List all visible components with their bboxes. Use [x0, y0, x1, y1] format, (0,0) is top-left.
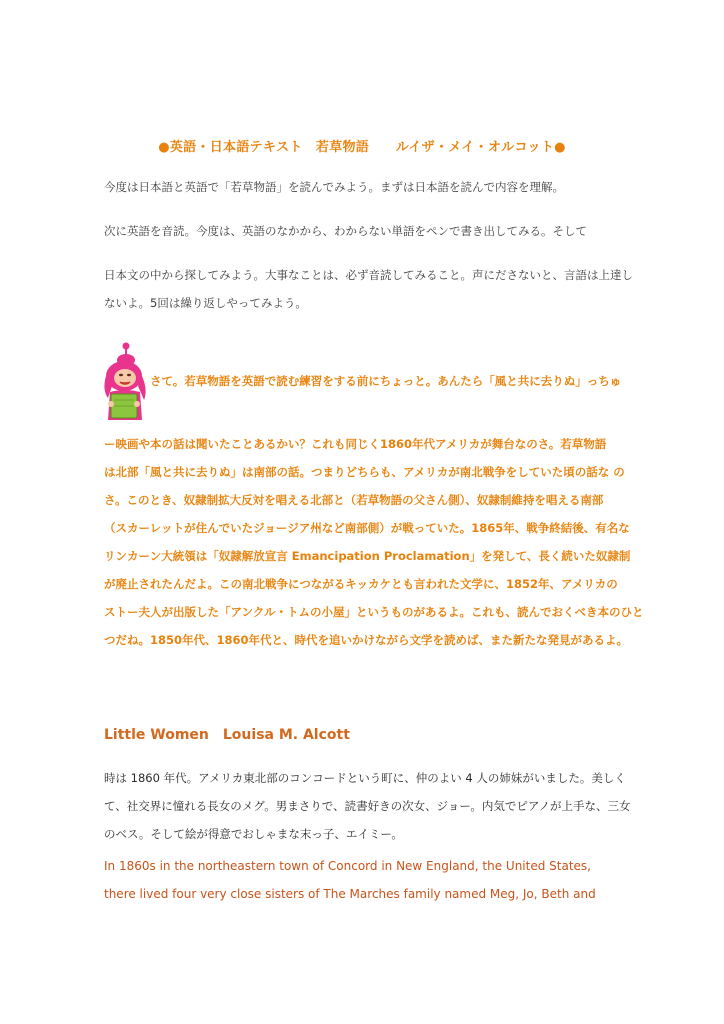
commentary-block — [104, 430, 644, 654]
commentary-line: つだね。1850年代、1860年代と、時代を追いかけながら文学を読めば、また新たな発見があるよ。 — [104, 633, 629, 647]
story-en-line: In 1860s in the northeastern town of Concord in New England, the United States, — [104, 859, 591, 873]
commentary-line: （スカーレットが住んでいたジョージア州など南部側）が戦っていた。1865年、戦争終結後、有名な — [104, 521, 630, 535]
intro-line-2: 次に英語を音読。今度は、英語のなかから、わからない単語をペンで書き出してみる。そして — [104, 224, 587, 238]
intro-line-3: 日本文の中から探してみよう。大事なことは、必ず音読してみること。声にださないと、言語は上達し — [104, 268, 633, 282]
story-en-line: there lived four very close sisters of The Marches family named Meg, Jo, Beth and — [104, 887, 596, 901]
intro-line-1: 今度は日本語と英語で「若草物語」を読んでみよう。まずは日本語を読んで内容を理解。 — [104, 180, 564, 194]
story-jp-line: 時は 1860 年代。アメリカ東北部のコンコードという町に、仲のよい 4 人の姉妹がいました。美しく — [104, 771, 626, 785]
commentary-line: ストー夫人が出版した「アンクル・トムの小屋」というものがあるよ。これも、読んでおくべき本のひと — [104, 605, 644, 619]
story-jp-line: のベス。そして絵が得意でおしゃまな末っ子、エイミー。 — [104, 827, 403, 841]
story-jp-line: て、社交界に憧れる長女のメグ。男まさりで、読書好きの次女、ジョー。内気でピアノが上手な、三女 — [104, 799, 631, 813]
page-title: ●英語・日本語テキスト 若草物語 ルイザ・メイ・オルコット● — [158, 140, 566, 155]
story-japanese — [104, 764, 631, 848]
character-holding-book-icon — [100, 340, 150, 422]
commentary-first-line: さて。若草物語を英語で読む練習をする前にちょっと。あんたら「風と共に去りぬ」っちゅ — [150, 374, 622, 388]
commentary-line: リンカーン大統領は「奴隷解放宣言 Emancipation Proclamation」を発して、長く続いた奴隷制 — [104, 549, 631, 563]
commentary-line: さ。このとき、奴隷制拡大反対を唱える北部と（若草物語の父さん側）、奴隷制維持を唱える南部 — [104, 493, 604, 507]
commentary-line: が廃止されたんだよ。この南北戦争につながるキッカケとも言われた文学に、1852年、アメリカの — [104, 577, 618, 591]
intro-line-4: ないよ。5回は繰り返しやってみよう。 — [104, 296, 307, 310]
commentary-line: ー映画や本の話は聞いたことあるかい？これも同じく1860年代アメリカが舞台なのさ。若草物語 — [104, 437, 607, 451]
story-english — [104, 852, 624, 908]
story-title: Little Women Louisa M. Alcott — [104, 727, 350, 743]
commentary-line: は北部「風と共に去りぬ」は南部の話。つまりどちらも、アメリカが南北戦争をしていた頃の話な の — [104, 465, 625, 479]
